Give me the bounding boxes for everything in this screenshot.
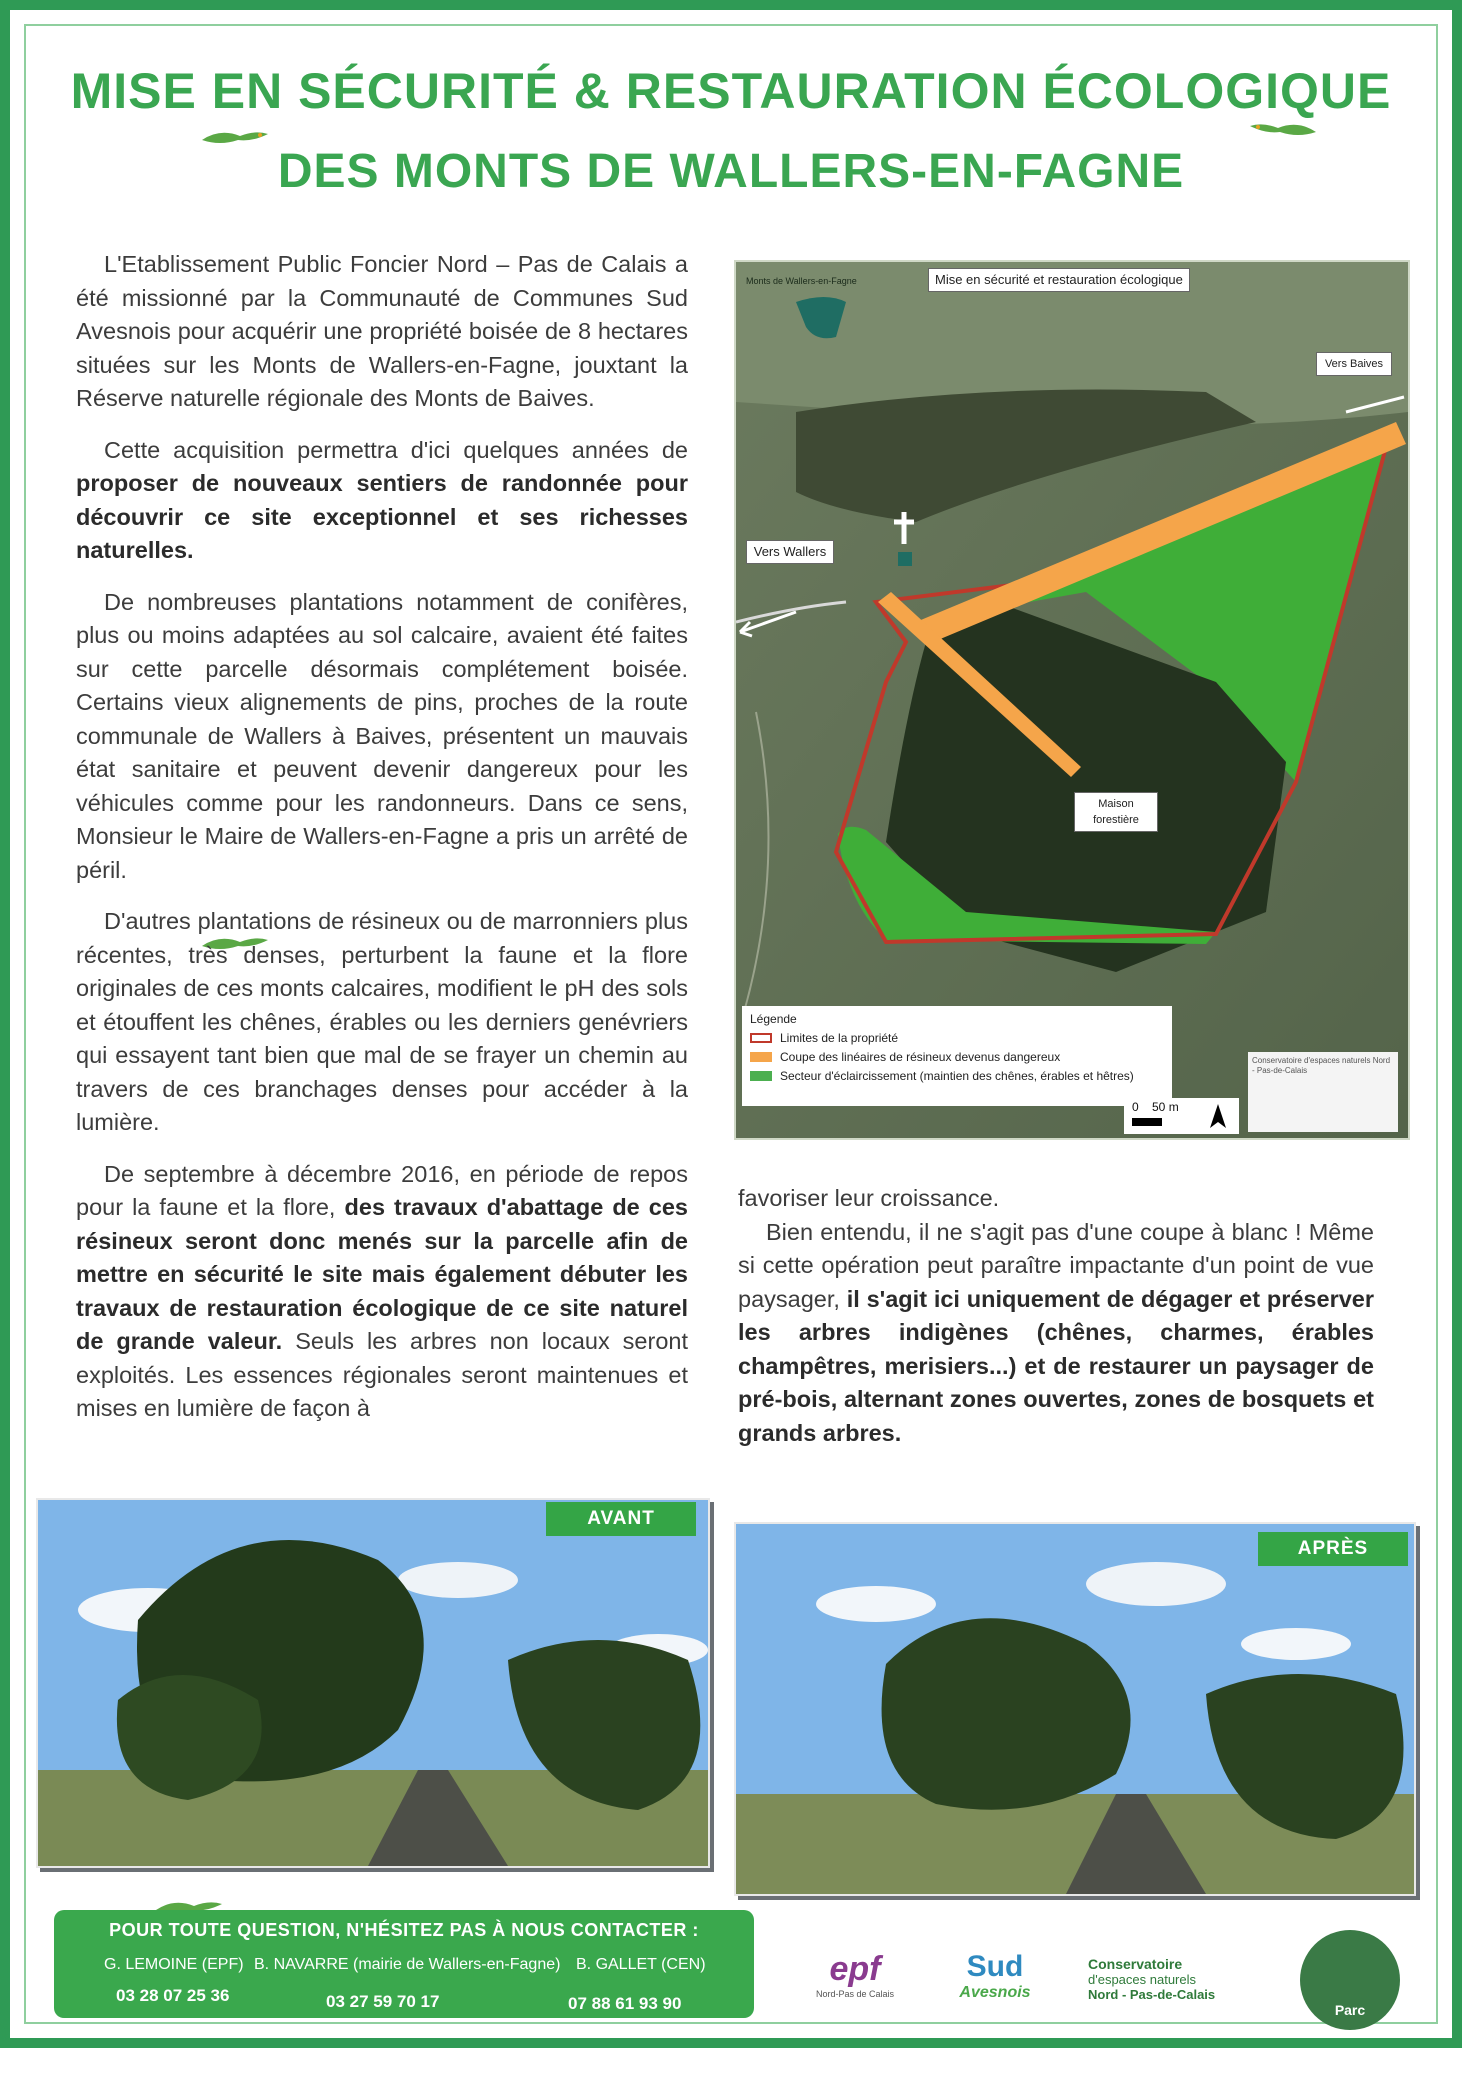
bird-decoration-icon [1248,118,1318,140]
contact-phone-mairie: 03 27 59 70 17 [326,1992,440,2011]
legend-swatch [750,1052,772,1062]
photo-before-image [38,1500,708,1866]
cen-logo: Conservatoire d'espaces naturels Nord - Pas-de-Calais [1088,1956,1216,2002]
map-label-wallers: Vers Wallers [746,540,834,564]
map-label-baives: Vers Baives [1316,352,1392,376]
legend-item: Coupe des linéaires de résineux devenus dangereux [750,1050,1164,1064]
photo-before [36,1498,710,1868]
epf-logo: epf Nord-Pas de Calais [815,1950,895,1999]
after-label: APRÈS [1258,1532,1408,1566]
before-label: AVANT [546,1502,696,1536]
paragraph-intro: L'Etablissement Public Foncier Nord – Pas de Calais a été missionné par la Communauté de Communes Sud Avesnois pour acquérir une propriété boisée de 8 hectares situées sur les Monts de Wallers-en-Fagne, jouxtant la Réserve naturelle régionale des Monts de Baives. [76,251,688,411]
paragraph-travaux: De septembre à décembre 2016, en période de repos pour la faune et la flore, des travaux d'abattage de ces résineux seront donc menés sur la parcelle afin de mettre en sécurité le site mais également débuter les travaux de restauration écologique de ce site naturel de grande valeur. Seuls les arbres non locaux seront exploités. Les essences régionales seront maintenues et mises en lumière de façon à [76,1160,688,1421]
photo-after [734,1522,1416,1896]
right-text-column [738,1182,1374,1468]
contact-name-mairie: B. NAVARRE (mairie de Wallers-en-Fagne) [254,1956,561,1973]
map-title: Mise en sécurité et restauration écologique [928,268,1190,292]
map-scale: 0 50 m [1124,1098,1239,1134]
legend-swatch [750,1071,772,1081]
paragraph-paysage: Bien entendu, il ne s'agit pas d'une coupe à blanc ! Même si cette opération peut paraître impactante d'un point de vue paysager, il s'agit ici uniquement de dégager et préserver les arbres indigènes (chênes, charmes, érables champêtres, merisiers...) et de restaurer un paysager de pré-bois, alternant zones ouvertes, zones de bosquets et grands arbres. [738,1218,1374,1446]
scale-bar [1132,1118,1162,1126]
sud-avesnois-logo: Sud Avesnois [959,1950,1031,2001]
legend-title: Légende [750,1012,797,1026]
paragraph-resineux: D'autres plantations de résineux ou de marronniers plus récentes, très denses, perturbent la faune et la flore originales de ces monts calcaires, modifient le pH des sols et étouffent les chênes, érables ou les derniers genévriers qui essayent tant bien que mal de se frayer un chemin au travers de ces branchages denses pour accéder à la lumière. [76,908,688,1135]
paragraph-plantations: De nombreuses plantations notamment de conifères, plus ou moins adaptées au sol calcaire, avaient été faites sur cette parcelle désormais complétement boisée. Certains vieux alignements de pins, proches de la route communale de Wallers à Baives, présentent un mauvais état sanitaire et peuvent devenir dangereux pour les véhicules comme pour les randonneurs. Dans ce sens, Monsieur le Maire de Wallers-en-Fagne a pris un arrêté de péril. [76,588,688,883]
paragraph-croissance: favoriser leur croissance. [738,1185,1000,1211]
map-label-maison: Maison forestière [1074,792,1158,832]
page-title-line1: MISE EN SÉCURITÉ & RESTAURATION ÉCOLOGIQUE [70,63,1392,119]
contact-name-epf: G. LEMOINE (EPF) [104,1956,244,1973]
map-legend [742,1006,1172,1106]
legend-item: Limites de la propriété [750,1031,1164,1045]
paragraph-acquisition: Cette acquisition permettra d'ici quelques années de proposer de nouveaux sentiers de randonnée pour découvrir ce site exceptionnel et ses richesses naturelles. [76,436,688,563]
legend-item: Secteur d'éclaircissement (maintien des chênes, érables et hêtres) [750,1069,1164,1083]
photo-after-image [736,1524,1414,1894]
north-arrow-icon [1208,1102,1228,1130]
left-text-column [76,248,688,1444]
page-title-line2: DES MONTS DE WALLERS-EN-FAGNE [277,145,1185,198]
contact-phone-cen: 07 88 61 93 90 [568,1994,682,2013]
contact-name-cen: B. GALLET (CEN) [576,1956,706,1973]
map-credits: Conservatoire d'espaces naturels Nord - Pas-de-Calais [1248,1052,1398,1132]
contact-phone-epf: 03 28 07 25 36 [116,1986,230,2005]
contact-box [54,1910,754,2018]
contact-heading: POUR TOUTE QUESTION, N'HÉSITEZ PAS À NOUS CONTACTER : [109,1920,699,1940]
map-corner-label: Monts de Wallers-en-Fagne [746,276,857,286]
parc-naturel-logo: Parc [1300,1930,1400,2030]
legend-swatch [750,1033,772,1043]
site-map [734,260,1410,1140]
